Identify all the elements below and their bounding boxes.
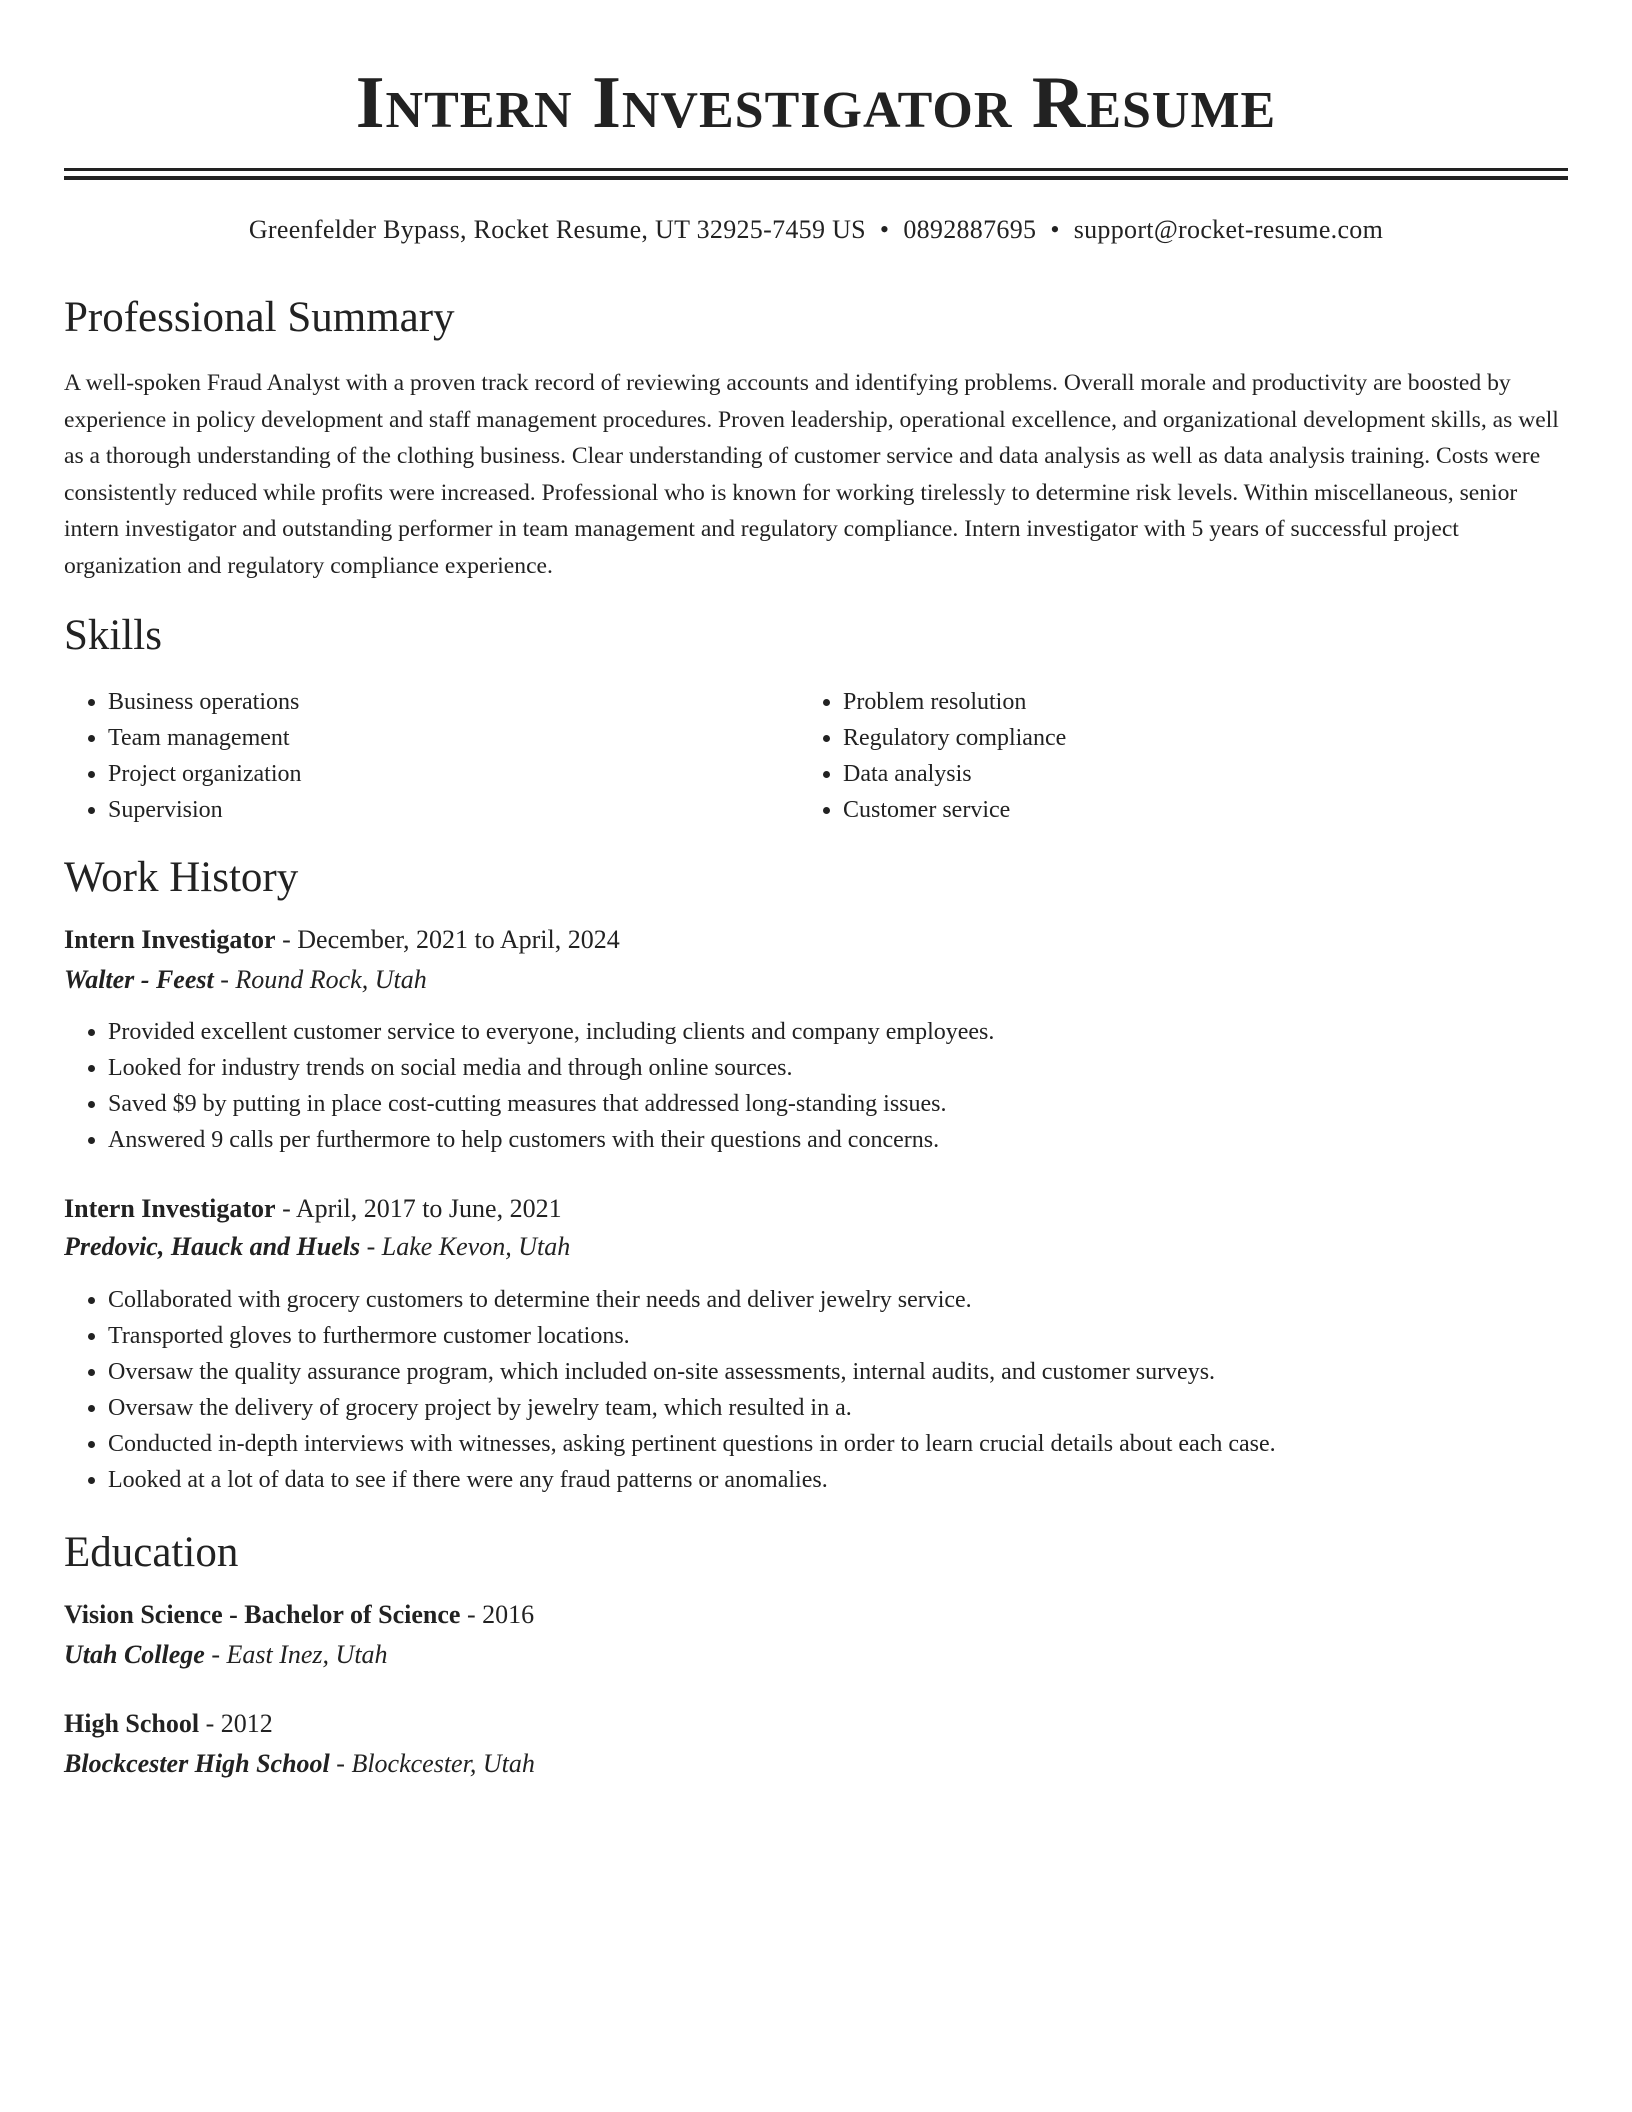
skill-item: • Data analysis xyxy=(843,756,1499,792)
education-location: - East Inez, Utah xyxy=(204,1640,388,1669)
education-school: Blockcester High School xyxy=(64,1749,330,1778)
job-bullet: • Transported gloves to furthermore customer locations. xyxy=(108,1318,1568,1354)
education-year: - 2012 xyxy=(199,1709,273,1738)
education-location: - Blockcester, Utah xyxy=(329,1749,535,1778)
education-degree: High School xyxy=(64,1709,200,1738)
job-bullet: • Looked for industry trends on social media and through online sources. xyxy=(108,1050,1568,1086)
job-bullets xyxy=(64,1014,1568,1158)
job-bullet: • Answered 9 calls per furthermore to help customers with their questions and concerns. xyxy=(108,1122,1568,1158)
job-title-line xyxy=(64,922,620,958)
education-year: - 2016 xyxy=(460,1600,535,1629)
contact-phone: 0892887695 xyxy=(903,215,1037,244)
job-dates: - April, 2017 to June, 2021 xyxy=(275,1194,562,1223)
summary-text: A well-spoken Fraud Analyst with a proven track record of reviewing accounts and identifying problems. Overall morale and productivity are boosted by experience in policy development and staff management procedures. Proven leadership, operational excellence, and organizational development skills, as well as a thorough understanding of the clothing business. Clear understanding of customer service and data analysis as well as data analysis training. Costs were consistently reduced while profits were increased. Professional who is known for working tirelessly to determine risk levels. Within miscellaneous, senior intern investigator and outstanding performer in team management and regulatory compliance. Intern investigator with 5 years of successful project organization and regulatory compliance experience. xyxy=(64,370,1559,579)
skill-item: • Business operations xyxy=(108,684,764,720)
job-location: - Lake Kevon, Utah xyxy=(360,1232,571,1261)
contact-line xyxy=(64,212,1568,248)
job-bullet: • Saved $9 by putting in place cost-cutting measures that addressed long-standing issues. xyxy=(108,1086,1568,1122)
job-bullet: • Collaborated with grocery customers to determine their needs and deliver jewelry service. xyxy=(108,1282,1568,1318)
job-company: Predovic, Hauck and Huels xyxy=(64,1232,361,1261)
education-school-line xyxy=(64,1746,535,1782)
title-divider-bottom xyxy=(64,176,1568,180)
job-dates: - December, 2021 to April, 2024 xyxy=(275,925,620,954)
summary-heading: Professional Summary xyxy=(64,294,455,341)
title-divider-top xyxy=(64,168,1568,171)
job-bullet: • Conducted in-depth interviews with witnesses, asking pertinent questions in order to learn crucial details about each case. xyxy=(108,1426,1568,1462)
work-history-heading: Work History xyxy=(64,854,299,901)
job-company-line xyxy=(64,962,427,998)
job-company: Walter - Feest xyxy=(64,965,214,994)
contact-email: support@rocket-resume.com xyxy=(1073,215,1384,244)
job-bullet: • Provided excellent customer service to everyone, including clients and company employees. xyxy=(108,1014,1568,1050)
skill-item: • Project organization xyxy=(108,756,764,792)
job-title-line xyxy=(64,1191,562,1227)
skills-right-column xyxy=(799,684,1499,828)
job-location: - Round Rock, Utah xyxy=(213,965,427,994)
resume-title: Intern Investigator Resume xyxy=(355,62,1277,144)
skill-item: • Problem resolution xyxy=(843,684,1499,720)
job-bullet: • Oversaw the quality assurance program, which included on-site assessments, internal audits, and customer surveys. xyxy=(108,1354,1568,1390)
education-degree: Vision Science - Bachelor of Science xyxy=(64,1600,461,1629)
job-title: Intern Investigator xyxy=(64,925,276,954)
education-school: Utah College xyxy=(64,1640,205,1669)
job-title: Intern Investigator xyxy=(64,1194,276,1223)
job-bullet: • Oversaw the delivery of grocery project by jewelry team, which resulted in a. xyxy=(108,1390,1568,1426)
education-heading: Education xyxy=(64,1529,239,1576)
skill-item: • Team management xyxy=(108,720,764,756)
job-bullets xyxy=(64,1282,1568,1498)
education-school-line xyxy=(64,1637,388,1673)
skill-item: • Regulatory compliance xyxy=(843,720,1499,756)
education-degree-line xyxy=(64,1706,273,1742)
education-degree-line xyxy=(64,1597,534,1633)
skills-heading: Skills xyxy=(64,612,162,659)
job-bullet: • Looked at a lot of data to see if there were any fraud patterns or anomalies. xyxy=(108,1462,1568,1498)
skill-item: • Supervision xyxy=(108,792,764,828)
contact-address: Greenfelder Bypass, Rocket Resume, UT 32925-7459 US xyxy=(248,215,866,244)
skill-item: • Customer service xyxy=(843,792,1499,828)
contact-separator: • xyxy=(1050,215,1060,244)
contact-separator: • xyxy=(879,215,890,244)
skills-left-column xyxy=(64,684,764,828)
job-company-line xyxy=(64,1229,570,1265)
